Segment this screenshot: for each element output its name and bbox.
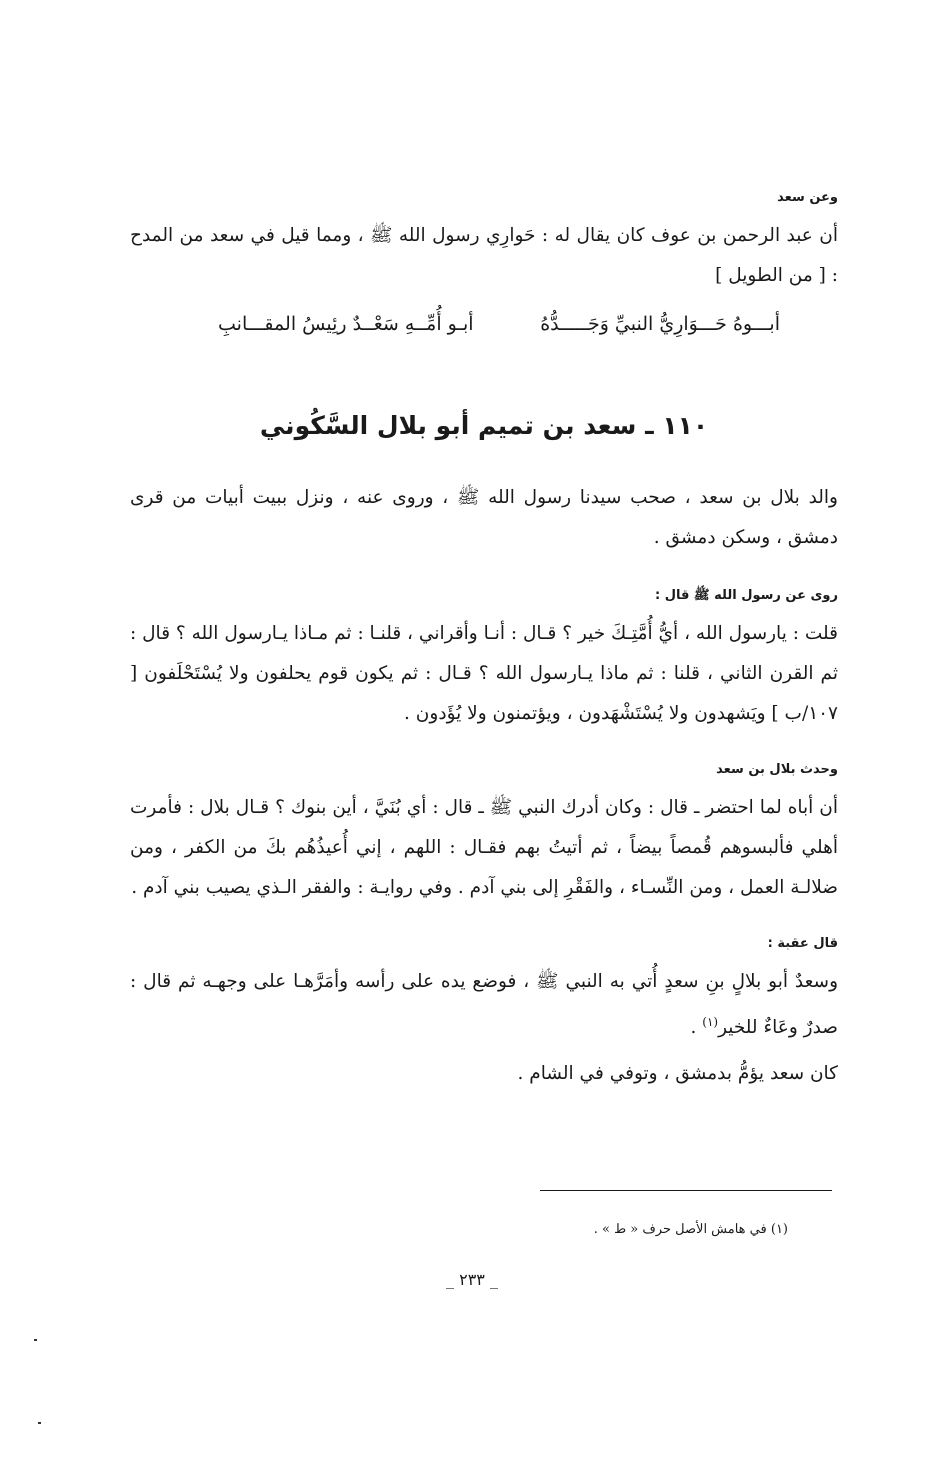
footnote: (١) في هامش الأصل حرف « ط » . [593, 1222, 788, 1237]
paragraph: أن عبد الرحمن بن عوف كان يقال له : حَوارِي رسول الله ﷺ ، ومما قيل في سعد من المدح : [ من الطويل ] [130, 225, 838, 286]
closing-paragraph: كان سعد يؤمُّ بدمشق ، وتوفي في الشام . [517, 1063, 838, 1085]
intro-paragraph: والد بلال بن سعد ، صحب سيدنا رسول الله ﷺ ، وروى عنه ، ونزل ببيت أبيات من قرى دمشق ، وسكن دمشق . [130, 487, 838, 548]
paragraph: أن أباه لما احتضر ـ قال : وكان أدرك النبي ﷺ ـ قال : أي بُنَيَّ ، أين بنوك ؟ قـال بلال : فأمرت أهلي فألبسوهم قُمصاً بيضاً ، ثم أتيتُ بهم فقـال : اللهم ، إني أُعيذُهُم بكَ من الكفر ، ومن ضلالـة العمل ، ومن النِّسـاء ، والفَقْرِ إلى بني آدم . وفي روايـة : والفقر الـذي يصيب بني آدم . [130, 797, 838, 898]
paragraph-end: . [690, 1017, 703, 1039]
paragraph [130, 962, 838, 1048]
paragraph-text: وسعدٌ أبو بلالٍ بنِ سعدٍ أُتي به النبي ﷺ ، فوضع يده على رأسه وأمَرَّهـا على وجهـه ثم قال : صدرٌ وعَاءٌ للخير [130, 971, 838, 1039]
verse-hemistich-left: أبـو أُمِّــهِ سَعْــدٌ رئِيسُ المقـــانبِ [218, 313, 474, 335]
page-number: _ ٢٣٣ _ [446, 1270, 498, 1289]
section-label: روى عن رسول الله ﷺ قال : [654, 588, 838, 603]
scan-speck [38, 1422, 41, 1424]
paragraph: قلت : يارسول الله ، أيُّ أُمَّتِـكَ خير ؟ قـال : أنـا وأقراني ، قلنـا : ثم مـاذا يـارسول الله ؟ قال : ثم القرن الثاني ، قلنا : ثم ماذا يـارسول الله ؟ قـال : ثم يكون قوم يحلفون ولا يُسْتَحْلَفون [ ١٠٧/ب ] ويَشهدون ولا يُسْتَشْهَدون ، ويؤتمنون ولا يُؤَدون . [130, 623, 838, 724]
section-label: وحدث بلال بن سعد [716, 762, 838, 777]
footnote-marker[interactable]: (١) [702, 1015, 719, 1029]
entry-heading: ١١٠ ـ سعد بن تميم أبو بلال السَّكُوني [259, 411, 709, 440]
page-body [130, 188, 838, 1094]
section-label: وعن سعد [777, 190, 838, 205]
footnote-divider [540, 1190, 832, 1191]
verse-hemistich-right: أبـــوهُ حَـــوَارِيُّ النبيِّ وَجَـــــدُّهُ [540, 313, 780, 335]
section-label: قال عقبة : [767, 936, 838, 951]
scan-speck [34, 1339, 37, 1341]
poetry-verse [218, 304, 780, 344]
